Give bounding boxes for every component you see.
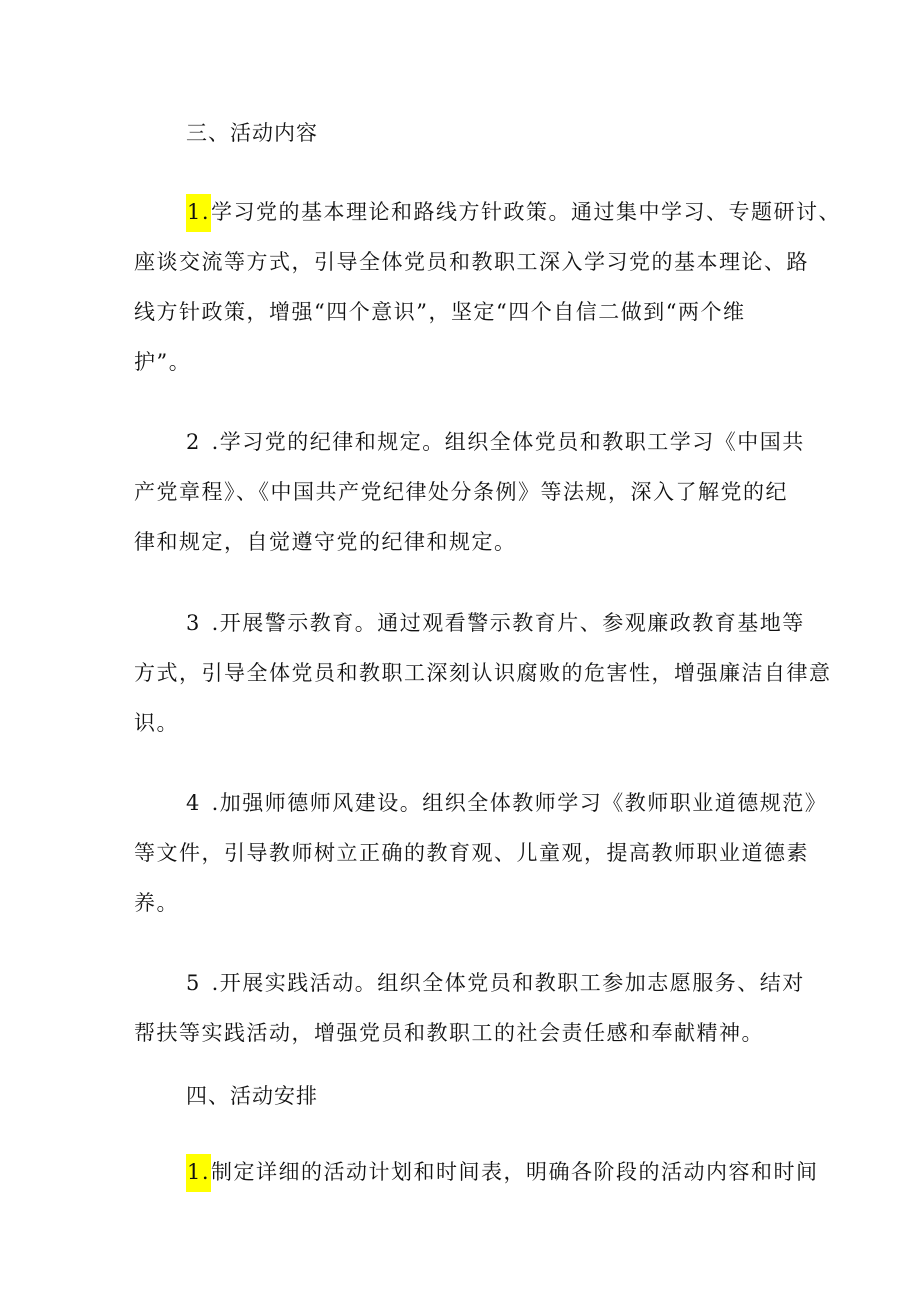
item-number: 4 bbox=[186, 791, 204, 815]
content-item-2 bbox=[134, 417, 805, 567]
paragraph-line bbox=[134, 958, 805, 1008]
item-number: 5 bbox=[186, 971, 204, 995]
paragraph-text: .开展实践活动。组织全体党员和教职工参加志愿服务、结对 bbox=[211, 971, 805, 995]
content-item-5 bbox=[134, 958, 805, 1058]
paragraph-line bbox=[134, 187, 842, 237]
paragraph-line: 产党章程》、《中国共产党纪律处分条例》等法规，深入了解党的纪 bbox=[134, 480, 788, 504]
paragraph-line: 座谈交流等方式，引导全体党员和教职工深入学习党的基本理论、路 bbox=[134, 250, 809, 274]
paragraph-text: 学习党的基本理论和路线方针政策。通过集中学习、专题研讨、 bbox=[211, 200, 842, 224]
paragraph-text: .学习党的纪律和规定。组织全体党员和教职工学习《中国共 bbox=[211, 430, 805, 454]
arrangement-item-1 bbox=[134, 1147, 819, 1197]
paragraph-line bbox=[134, 417, 805, 467]
item-number: 3 bbox=[186, 611, 204, 635]
paragraph-line: 方式，引导全体党员和教职工深刻认识腐败的危害性，增强廉洁自律意 bbox=[134, 661, 832, 685]
item-number: 2 bbox=[186, 430, 204, 454]
paragraph-text: .开展警示教育。通过观看警示教育片、参观廉政教育基地等 bbox=[211, 611, 805, 635]
paragraph-text: 制定详细的活动计划和时间表，明确各阶段的活动内容和时间 bbox=[211, 1160, 819, 1184]
paragraph-line: 护”。 bbox=[134, 350, 192, 374]
paragraph-line: 帮扶等实践活动，增强党员和教职工的社会责任感和奉献精神。 bbox=[134, 1021, 764, 1045]
paragraph-line bbox=[134, 1147, 819, 1197]
paragraph-line: 律和规定，自觉遵守党的纪律和规定。 bbox=[134, 530, 517, 554]
paragraph-line: 养。 bbox=[134, 891, 179, 915]
paragraph-line bbox=[134, 778, 828, 828]
paragraph-line: 识。 bbox=[134, 711, 179, 735]
content-item-4 bbox=[134, 778, 828, 928]
content-item-3 bbox=[134, 598, 832, 748]
paragraph-line: 等文件，引导教师树立正确的教育观、儿童观，提高教师职业道德素 bbox=[134, 841, 809, 865]
section-heading-three: 三、活动内容 bbox=[186, 121, 318, 145]
highlighted-number: 1. bbox=[186, 194, 211, 232]
section-heading-four: 四、活动安排 bbox=[186, 1084, 318, 1108]
highlighted-number: 1. bbox=[186, 1154, 211, 1192]
content-item-1 bbox=[134, 187, 842, 387]
paragraph-line: 线方针政策，增强“四个意识”，坚定“四个自信二做到“两个维 bbox=[134, 300, 746, 324]
paragraph-line bbox=[134, 598, 805, 648]
paragraph-text: .加强师德师风建设。组织全体教师学习《教师职业道德规范》 bbox=[211, 791, 828, 815]
